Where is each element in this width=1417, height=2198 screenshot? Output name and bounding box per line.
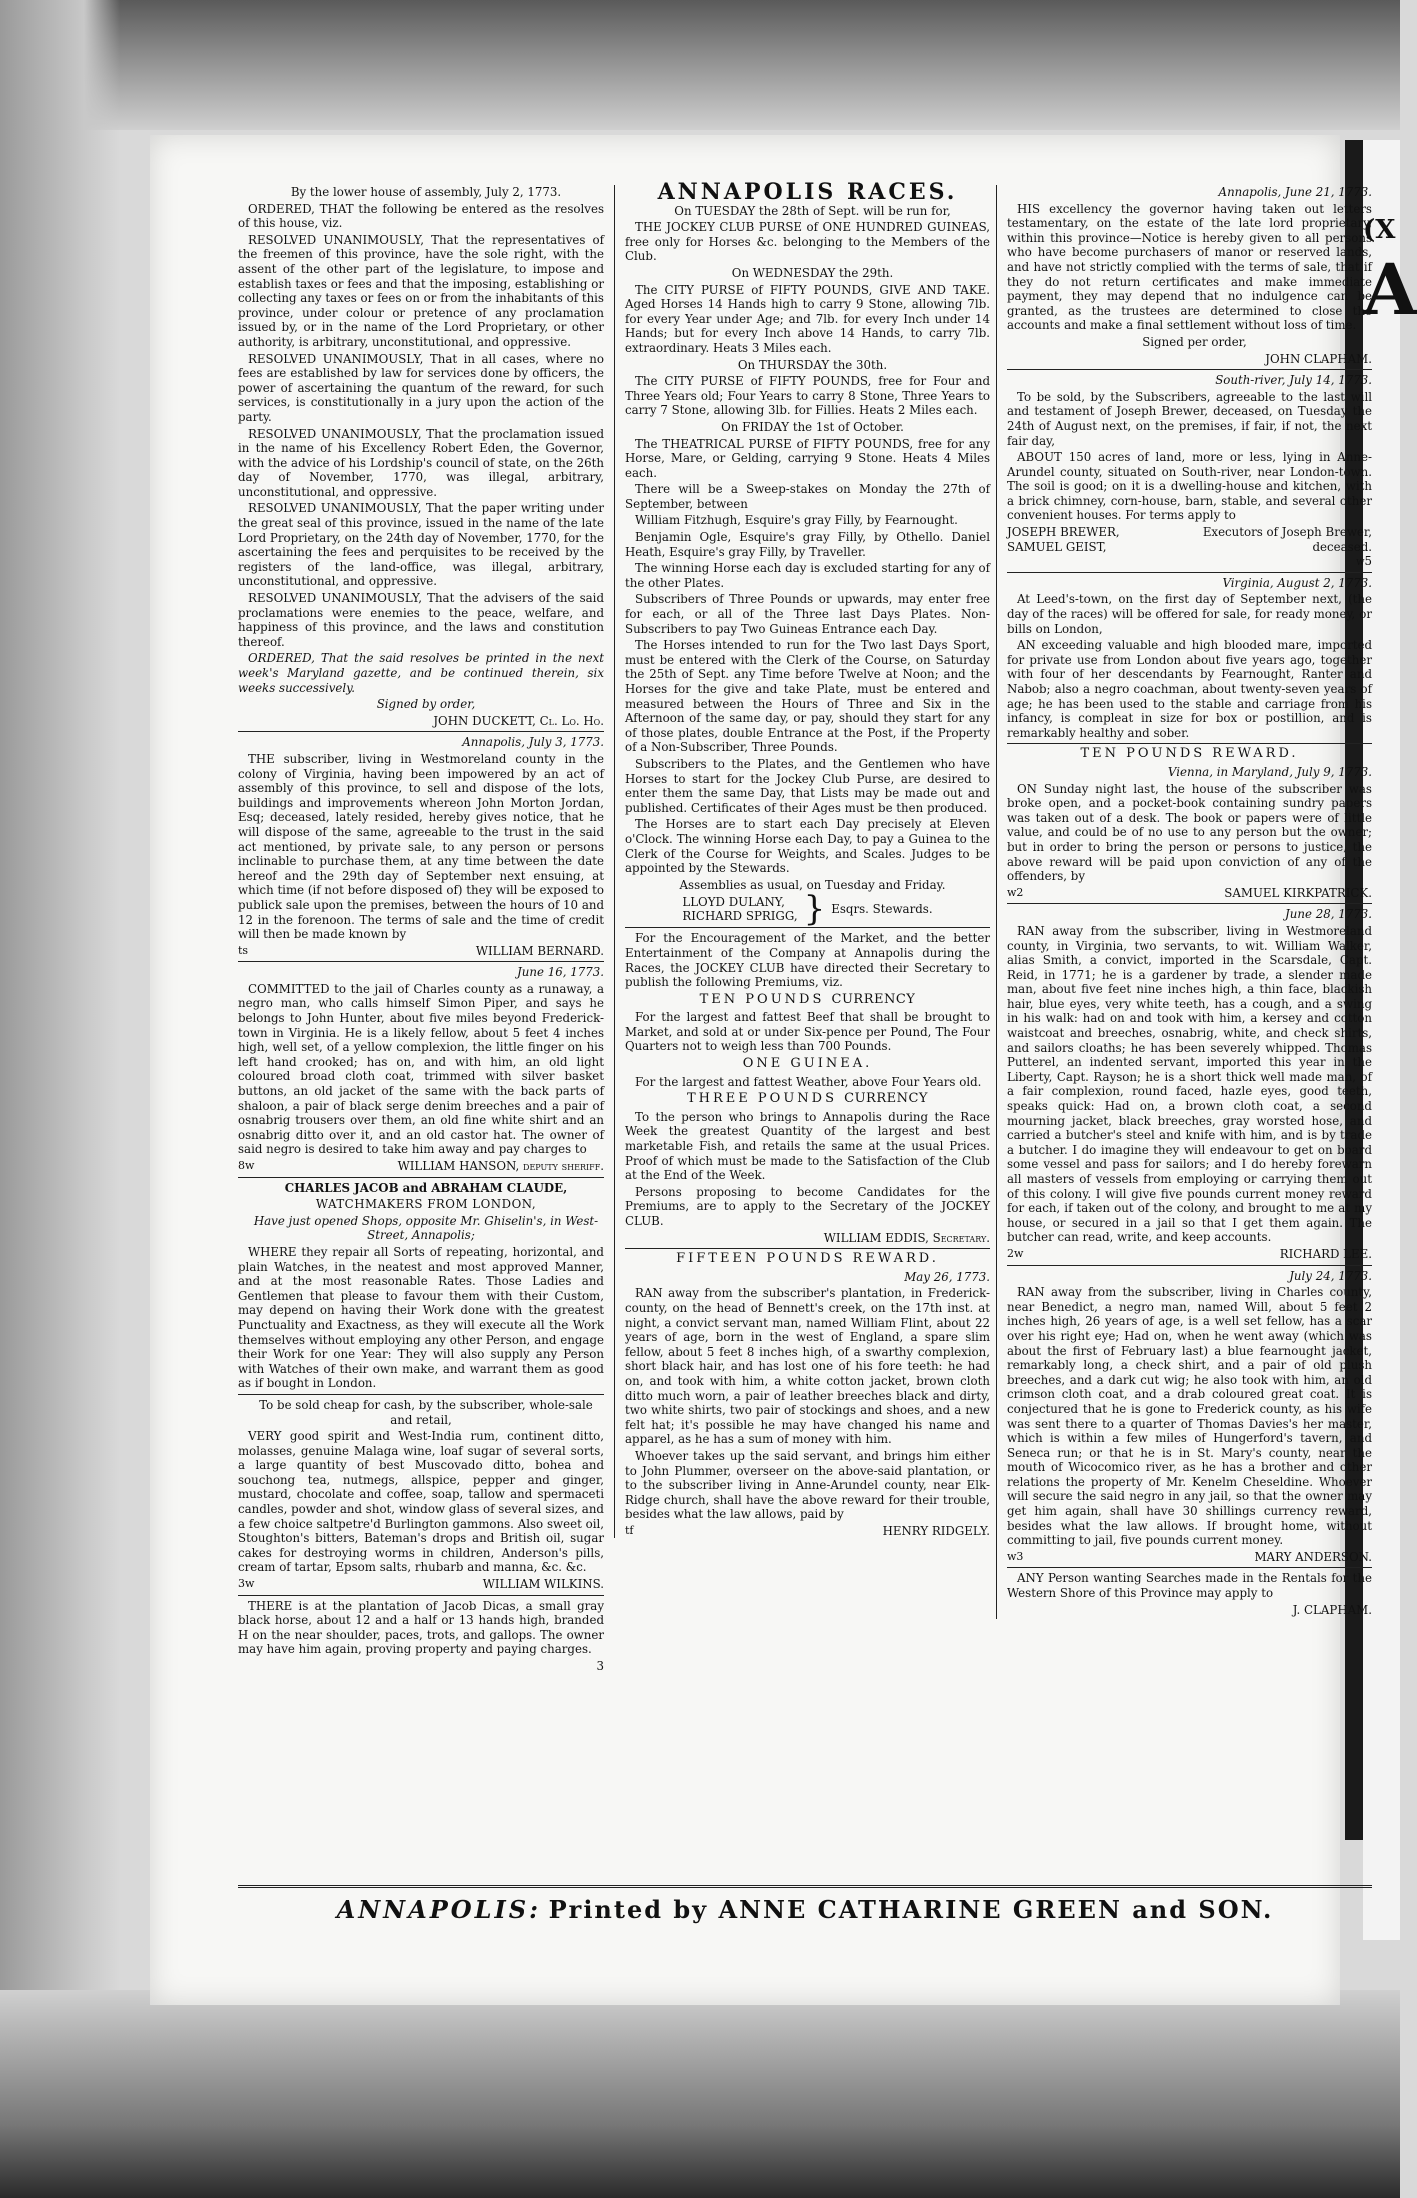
premium-paragraph: Persons proposing to become Candidates for the Premiums, are to apply to the Secretary of the JOCKEY CLUB. (625, 1184, 990, 1228)
advertisement: RAN away from the subscriber's plantation, in Frederick-county, on the head of Bennett's creek, on the 17th inst. at night, a convict servant man, named William Flint, about 22 years of age, born in the west of England, a spare slim fellow, about 5 feet 8 inches high, of a swarthy complexion, short black hair, and has lost one of his fore teeth: he had on, and took with him, a white cotton jacket, brown cloth ditto much worn, a pair of leather breeches black and dirty, two white shirts, two pair of stockings and shoes, and a new felt hat; it's possible he may have changed his name and apparel, as he has a sum of money with him. (625, 1286, 990, 1447)
ad-mark: ts (238, 943, 249, 957)
ad-mark: 3w (238, 1577, 255, 1591)
signature-row (1007, 886, 1372, 901)
reward-heading: TEN POUNDS REWARD. (1080, 746, 1299, 762)
signature: MARY ANDERSON. (1254, 1549, 1372, 1564)
divider (238, 1177, 604, 1178)
scan-top-shadow (0, 0, 1400, 130)
race-purse: The CITY PURSE of FIFTY POUNDS, GIVE AND TAKE. Aged Horses 14 Hands high to carry 9 Stone, allowing 7lb. for every Year under Age; and 7lb. for every Inch under 14 Hands; but for every Inch above 14 Hands, to carry 7lb. extraordinary. Heats 3 Miles each. (625, 282, 990, 355)
brace: } (803, 889, 826, 930)
signature: WILLIAM HANSON, deputy sheriff. (397, 1159, 604, 1173)
ad-mark: w3 (1007, 1549, 1024, 1563)
premium-heading-currency: CURRENCY (844, 1091, 928, 1107)
resolve-paragraph: RESOLVED UNANIMOUSLY, That the paper writing under the great seal of this province, issued in the name of the late Lord Proprietary, on the 24th day of November, 1770, for the ascertaining the fees and perquisites to be received by the registers of the land-office, was illegal, arbitrary, unconstitutional, and oppressive. (238, 501, 604, 589)
divider (1007, 572, 1372, 573)
column-1 (238, 185, 604, 1676)
resolve-paragraph: RESOLVED UNANIMOUSLY, That in all cases, where no fees are established by law for services done by officers, the power of ascertaining the quantum of the reward, for such services, is constitutionally in a jury upon the action of the party. (238, 351, 604, 424)
signature: WILLIAM WILKINS. (482, 1577, 604, 1592)
advertisement: At Leed's-town, on the first day of September next, (the day of the races) will be offered for sale, for ready money, or bills on London, (1007, 592, 1372, 636)
race-day: On FRIDAY the 1st of October. (721, 419, 904, 434)
ad-mark: w5 (1356, 554, 1372, 569)
ad-subheading: WATCHMAKERS FROM LONDON, (315, 1197, 537, 1212)
race-paragraph: Assemblies as usual, on Tuesday and Friday. (679, 877, 946, 892)
signature-row (1007, 1247, 1372, 1262)
ad-date: June 16, 1773. (517, 965, 604, 980)
column-3 (996, 185, 1372, 1619)
ad-date: June 28, 1773. (1285, 907, 1372, 922)
executor-title: Executors of Joseph Brewer, (1202, 525, 1372, 540)
signature-row (238, 1577, 604, 1592)
advertisement: AN exceeding valuable and high blooded mare, imported for private use from London about five years ago, together with four of her descendants by Fearnought, Ranter and Nabob; also a negro coachman, about twenty-seven years of age; he has been used to the stable and carriage from his infancy, is compleat in size for box or postillion, and is remarkably healthy and sober. (1007, 638, 1372, 740)
race-day: On THURSDAY the 30th. (737, 357, 888, 372)
ad-date: South-river, July 14, 1773. (1215, 373, 1372, 388)
ad-date: Vienna, in Maryland, July 9, 1773. (1167, 764, 1372, 779)
ad-mark: 8w (238, 1159, 255, 1172)
footer-rule (238, 1885, 1372, 1888)
signature: HENRY RIDGELY. (882, 1523, 990, 1538)
premium-paragraph: For the largest and fattest Weather, above Four Years old. (635, 1074, 982, 1089)
signature-row (238, 944, 604, 959)
divider (238, 731, 604, 732)
resolve-paragraph: ORDERED, That the said resolves be printed in the next week's Maryland gazette, and be continued therein, six weeks successively. (238, 651, 604, 695)
race-purse: The THEATRICAL PURSE of FIFTY POUNDS, free for any Horse, Mare, or Gelding, carrying 9 Stone. Heats 4 Miles each. (625, 436, 990, 480)
scan-left-shadow (0, 0, 120, 2198)
race-paragraph: The Horses are to start each Day precisely at Eleven o'Clock. The winning Horse each Day, to pay a Guinea to the Clerk of the Course for Weights, and Scales. Judges to be appointed by the Stewards. (625, 817, 990, 876)
imprint (238, 1895, 1372, 1924)
races-title: ANNAPOLIS RACES. (657, 179, 958, 205)
race-paragraph: For the Encouragement of the Market, and the better Entertainment of the Company at Annapolis during the Races, the JOCKEY CLUB have directed their Secretary to publish the following Premiums, viz. (625, 931, 990, 990)
premium-heading (625, 1092, 990, 1107)
race-purse: The CITY PURSE of FIFTY POUNDS, free for Four and Three Years old; Four Years to carry 8 Stone, Three Years to carry 7 Stone, allowing 3lb. for Fillies. Heats 2 Miles each. (625, 374, 990, 418)
premium-heading-text: THREE POUNDS (687, 1091, 837, 1107)
adjacent-page-text: (X (1363, 215, 1396, 245)
signature: RICHARD LEE. (1279, 1246, 1372, 1261)
signature: JOHN DUCKETT, Cl. Lo. Ho. (433, 713, 604, 728)
stewards-title: Esqrs. Stewards. (831, 902, 933, 917)
column-2 (614, 179, 990, 1538)
advertisement: ANY Person wanting Searches made in the Rentals for the Western Shore of this Province may apply to (1007, 1571, 1372, 1601)
advertisement: HIS excellency the governor having taken out letters testamentary, on the estate of the late lord proprietary, within this province—Notice is hereby given to all persons who have become purchasers of manor or reserved lands, and have not strictly complied with the terms of sale, that if they do not return certificates and make immediate payment, they may depend that no indulgence can be granted, as the trustees are determined to close the accounts and make a final settlement without loss of time. (1007, 201, 1372, 333)
divider (238, 961, 604, 962)
resolve-paragraph: RESOLVED UNANIMOUSLY, That the representatives of the freemen of this province, have the sole right, with the assent of the other part of the legislature, to impose and establish taxes or fees and that the imposing, establishing or collecting any taxes or fees on or from the inhabitants of this province, under colour or pretence of any proclamation issued by, or in the name of the Lord Proprietary, or other authority, is arbitrary, unconstitutional, and oppressive. (238, 232, 604, 349)
divider (238, 1595, 604, 1596)
advertisement: COMMITTED to the jail of Charles county as a runaway, a negro man, who calls himself Simon Piper, and says he belongs to John Hunter, about five miles beyond Frederick-town in Virginia. He is a likely fellow, about 5 feet 4 inches high, well set, of a yellow complexion, the little finger on his left hand crooked; has on, and with him, an old light coloured broad cloth coat, trimmed with silver basket buttons, an old jacket of the same with the back parts of shaloon, a pair of black serge denim breeches and a pair of osnabrig trousers over them, an old fine white shirt and an osnabrig ditto over it, and an old castor hat. The owner of said negro is desired to take him away and pay charges to (238, 981, 604, 1157)
ad-date: Virginia, August 2, 1773. (1222, 575, 1372, 590)
divider (238, 1394, 604, 1395)
race-paragraph: The Horses intended to run for the Two last Days Sport, must be entered with the Clerk of the Course, on Saturday the 25th of Sept. any Time before Twelve at Noon; and the Horses for the give and take Plate, must be entered and measured between the Hours of Three and Six in the Afternoon of the same day, or pay, should they start for any of those plates, double Entrance at the Post, if the Property of a Non-Subscriber, Three Pounds. (625, 638, 990, 755)
advertisement: Whoever takes up the said servant, and brings him either to John Plummer, overseer on the above-said plantation, or to the subscriber living in Anne-Arundel county, near Elk-Ridge church, shall have the above reward for their trouble, besides what the law allows, paid by (625, 1448, 990, 1522)
premium-paragraph: To the person who brings to Annapolis during the Race Week the greatest Quantity of the largest and best marketable Fish, and retails the same at the usual Prices. Proof of which must be made to the Satisfaction of the Club at the End of the Week. (625, 1109, 990, 1183)
advertisement: ABOUT 150 acres of land, more or less, lying in Anne-Arundel county, situated on South-river, near London-town. The soil is good; on it is a dwelling-house and kitchen, with a brick chimney, corn-house, barn, stable, and several other convenient houses. For terms apply to (1007, 450, 1372, 523)
signature-row (238, 1159, 604, 1174)
steward-name: LLOYD DULANY, (682, 894, 785, 909)
race-paragraph: Benjamin Ogle, Esquire's gray Filly, by Othello. Daniel Heath, Esquire's gray Filly, by Traveller. (625, 530, 990, 559)
ad-date: Annapolis, July 3, 1773. (462, 735, 604, 750)
advertisement: RAN away from the subscriber, living in Westmoreland county, in Virginia, two servants, to wit. William Walker, alias Smith, a convict, imported in the Scarsdale, Capt. Reid, in 1771; he is a gardener by trade, a slender made man, about five feet nine inches high, a thin face, blackish hair, blue eyes, very white teeth, has a cough, and a swing in his walk: had on and took with him, a kersey and cotton waistcoat and breeches, osnabrig, white, and check shirts, and sailors cloaths; he has been severely whipped. Thomas Putterel, an indented servant, imported this year in the Liberty, Capt. Rayson; he is a short thick well made man, of a fair complexion, round faced, hazle eyes, good teeth, speaks quick: Had on, a brown cloth coat, a second mourning jacket, black breeches, gray worsted hose, and carried a butcher's steel and knife with him, and is by trade a butcher. I do imagine they will endeavour to get on board some vessel and pass for sailors; and I do hereby forewarn all masters of vessels from employing or carrying them out of this colony. I will give five pounds current money reward for each, if taken out of the colony, and brought to me at my house, or secured in a jail so that I get them again. The butcher can read, write, and keep accounts. (1007, 923, 1372, 1245)
premium-heading: ONE GUINEA. (742, 1056, 873, 1072)
race-paragraph: Subscribers to the Plates, and the Gentlemen who have Horses to start for the Jockey Club Purse, are desired to enter them the same Day, that Lists may be made out and published. Certificates of their Ages must be then produced. (625, 756, 990, 815)
ad-date: May 26, 1773. (904, 1269, 990, 1284)
resolve-paragraph: RESOLVED UNANIMOUSLY, That the advisers of the said proclamations were enemies to the peace, welfare, and happiness of this province, and the laws and constitution thereof. (238, 591, 604, 649)
imprint-city: ANNAPOLIS: (336, 1895, 541, 1924)
advertisement: THERE is at the plantation of Jacob Dicas, a small gray black horse, about 12 and a half or 13 hands high, branded H on the near shoulder, paces, trots, and gallops. The owner may have him again, proving property and paying charges. (238, 1598, 604, 1657)
advertisement: RAN away from the subscriber, living in Charles county, near Benedict, a negro man, named Will, about 5 feet 2 inches high, 26 years of age, is a well set fellow, has a scar over his right eye; Had on, when he went away (which was about the first of February last) a blue fearnought jacket, remarkably long, a check shirt, and a pair of old plush breeches, and a dark cut wig; he also took with him, an old crimson cloth coat, and a drab coloured great coat. It is conjectured that he is gone to Frederick county, as his wife was sent there to a quarter of Thomas Davies's her master, which is within a few miles of Hungerford's tavern, and Seneca run; or that he is in St. Mary's county, near the mouth of Wicocomico river, as he has a brother and other relations the property of Mr. Kenelm Cheseldine. Whoever will secure the said negro in any jail, so that the owner may get him again, shall have 30 shillings currency reward, besides what the law allows. If brought home, without committing to jail, five pounds current money. (1007, 1285, 1372, 1548)
race-paragraph: The winning Horse each day is excluded starting for any of the other Plates. (625, 561, 990, 590)
executors-block (1007, 525, 1372, 554)
stewards-block (625, 889, 990, 930)
premium-heading-currency: CURRENCY (831, 991, 916, 1007)
signature: JOHN CLAPHAM. (1265, 351, 1372, 366)
executor-name: SAMUEL GEIST, (1007, 539, 1107, 554)
signature: SAMUEL KIRKPATRICK. (1224, 885, 1372, 900)
ad-date: Annapolis, June 21, 1773. (1218, 185, 1372, 199)
signature-line: Signed by order, (376, 697, 476, 712)
race-purse: THE JOCKEY CLUB PURSE of ONE HUNDRED GUINEAS, free only for Horses &c. belonging to the Members of the Club. (625, 220, 990, 264)
ad-mark: 2w (1007, 1246, 1024, 1260)
adjacent-page-text: A (1363, 248, 1417, 331)
steward-name: RICHARD SPRIGG, (682, 909, 798, 924)
divider (1007, 1265, 1372, 1266)
signature-line: Signed per order, (1142, 334, 1247, 349)
ad-heading: To be sold cheap for cash, by the subscriber, whole-sale and retail, (259, 1397, 593, 1427)
reward-heading: FIFTEEN POUNDS REWARD. (676, 1251, 939, 1267)
resolve-paragraph: ORDERED, THAT the following be entered as the resolves of this house, viz. (238, 201, 604, 231)
executor-title: deceased. (1312, 539, 1372, 554)
divider (1007, 903, 1372, 904)
resolves-heading: By the lower house of assembly, July 2, 1773. (290, 185, 562, 199)
signature: WILLIAM BERNARD. (475, 943, 604, 958)
advertisement: VERY good spirit and West-India rum, continent ditto, molasses, genuine Malaga wine, loaf sugar of several sorts, a large quantity of best Muscovado ditto, bohea and souchong tea, nutmegs, allspice, pepper and ginger, mustard, chocolate and coffee, soap, tallow and spermaceti candles, powder and shot, window glass of several sizes, and a few choice saltpetre'd Burlington gammons. Also sweet oil, Stoughton's bitters, Bateman's drops and British oil, sugar cakes for destroying worms in children, Anderson's pills, cream of tartar, Epsom salts, rhubarb and manna, &c. &c. (238, 1429, 604, 1575)
race-day: On TUESDAY the 28th of Sept. will be run for, (674, 203, 951, 218)
premium-heading (625, 993, 990, 1008)
divider (625, 1248, 990, 1249)
divider (1007, 743, 1372, 744)
divider (1007, 1567, 1372, 1568)
ad-subheading: Have just opened Shops, opposite Mr. Ghiselin's, in West-Street, Annapolis; (253, 1213, 599, 1243)
ad-date: July 24, 1773. (1289, 1268, 1372, 1283)
signature: J. CLAPHAM. (1292, 1602, 1372, 1617)
advertisement: WHERE they repair all Sorts of repeating, horizontal, and plain Watches, in the neatest and most approved Manner, and at the most reasonable Rates. Those Ladies and Gentlemen that please to favour them with their Custom, may depend on having their Work done with the greatest Punctuality and Exactness, as they will execute all the Work themselves without employing any other Person, and engage their Work for one Year: They will also supply any Person with Watches of their own make, and warrant them as good as if bought in London. (238, 1244, 604, 1391)
ad-mark: tf (625, 1523, 634, 1537)
signature-row (1007, 1550, 1372, 1565)
race-paragraph: William Fitzhugh, Esquire's gray Filly, by Fearnought. (635, 513, 958, 528)
advertisement: ON Sunday night last, the house of the subscriber was broke open, and a pocket-book containing sundry papers was taken out of a desk. The book or papers were of little value, and could be of no use to any person but the owner; but in order to bring the person or persons to justice, the above reward will be paid upon conviction of any of the offenders, by (1007, 781, 1372, 884)
race-day: On WEDNESDAY the 29th. (731, 265, 894, 280)
newspaper-page (150, 135, 1372, 2005)
executor-name: JOSEPH BREWER, (1007, 525, 1120, 540)
scan-bottom-shadow (0, 1990, 1400, 2198)
signature: WILLIAM EDDIS, Secretary. (823, 1230, 990, 1245)
premium-heading-text: TEN POUNDS (699, 991, 825, 1007)
ad-mark: w2 (1007, 885, 1024, 899)
signature-row (625, 1524, 990, 1539)
premium-paragraph: For the largest and fattest Beef that shall be brought to Market, and sold at or under Six-pence per Pound, The Four Quarters not to weigh less than 700 Pounds. (625, 1010, 990, 1054)
ad-heading: CHARLES JACOB and ABRAHAM CLAUDE, (284, 1180, 568, 1195)
ad-mark: 3 (596, 1659, 604, 1673)
imprint-printer: Printed by ANNE CATHARINE GREEN and SON. (548, 1895, 1274, 1924)
ad-heading: To be sold, by the Subscribers, agreeable to the last will and testament of Joseph Brewer, deceased, on Tuesday the 24th of August next, on the premises, if fair, if not, the next fair day, (1007, 389, 1372, 448)
resolve-paragraph: RESOLVED UNANIMOUSLY, That the proclamation issued in the name of his Excellency Robert Eden, the Governor, with the advice of his Lordship's council of state, on the 26th day of November, 1770, was illegal, arbitrary, unconstitutional, and oppressive. (238, 426, 604, 499)
race-paragraph: Subscribers of Three Pounds or upwards, may enter free for each, or all of the Three last Days Plates. Non-Subscribers to pay Two Guineas Entrance each Day. (625, 592, 990, 636)
divider (1007, 369, 1372, 370)
race-paragraph: There will be a Sweep-stakes on Monday the 27th of September, between (625, 482, 990, 511)
advertisement: THE subscriber, living in Westmoreland county in the colony of Virginia, having been impowered by an act of assembly of this province, to sell and dispose of the lots, buildings and improvements whereon John Morton Jordan, Esq; deceased, lately resided, hereby gives notice, that he will dispose of the same, agreeable to the trust in the said act mentioned, by private sale, to any person or persons inclinable to purchase them, at any time between the date hereof and the 29th day of September next ensuing, at which time (if not before disposed of) they will be exposed to publick sale upon the premises, between the hours of 10 and 12 in the forenoon. The terms of sale and the time of credit will then be made known by (238, 751, 604, 942)
